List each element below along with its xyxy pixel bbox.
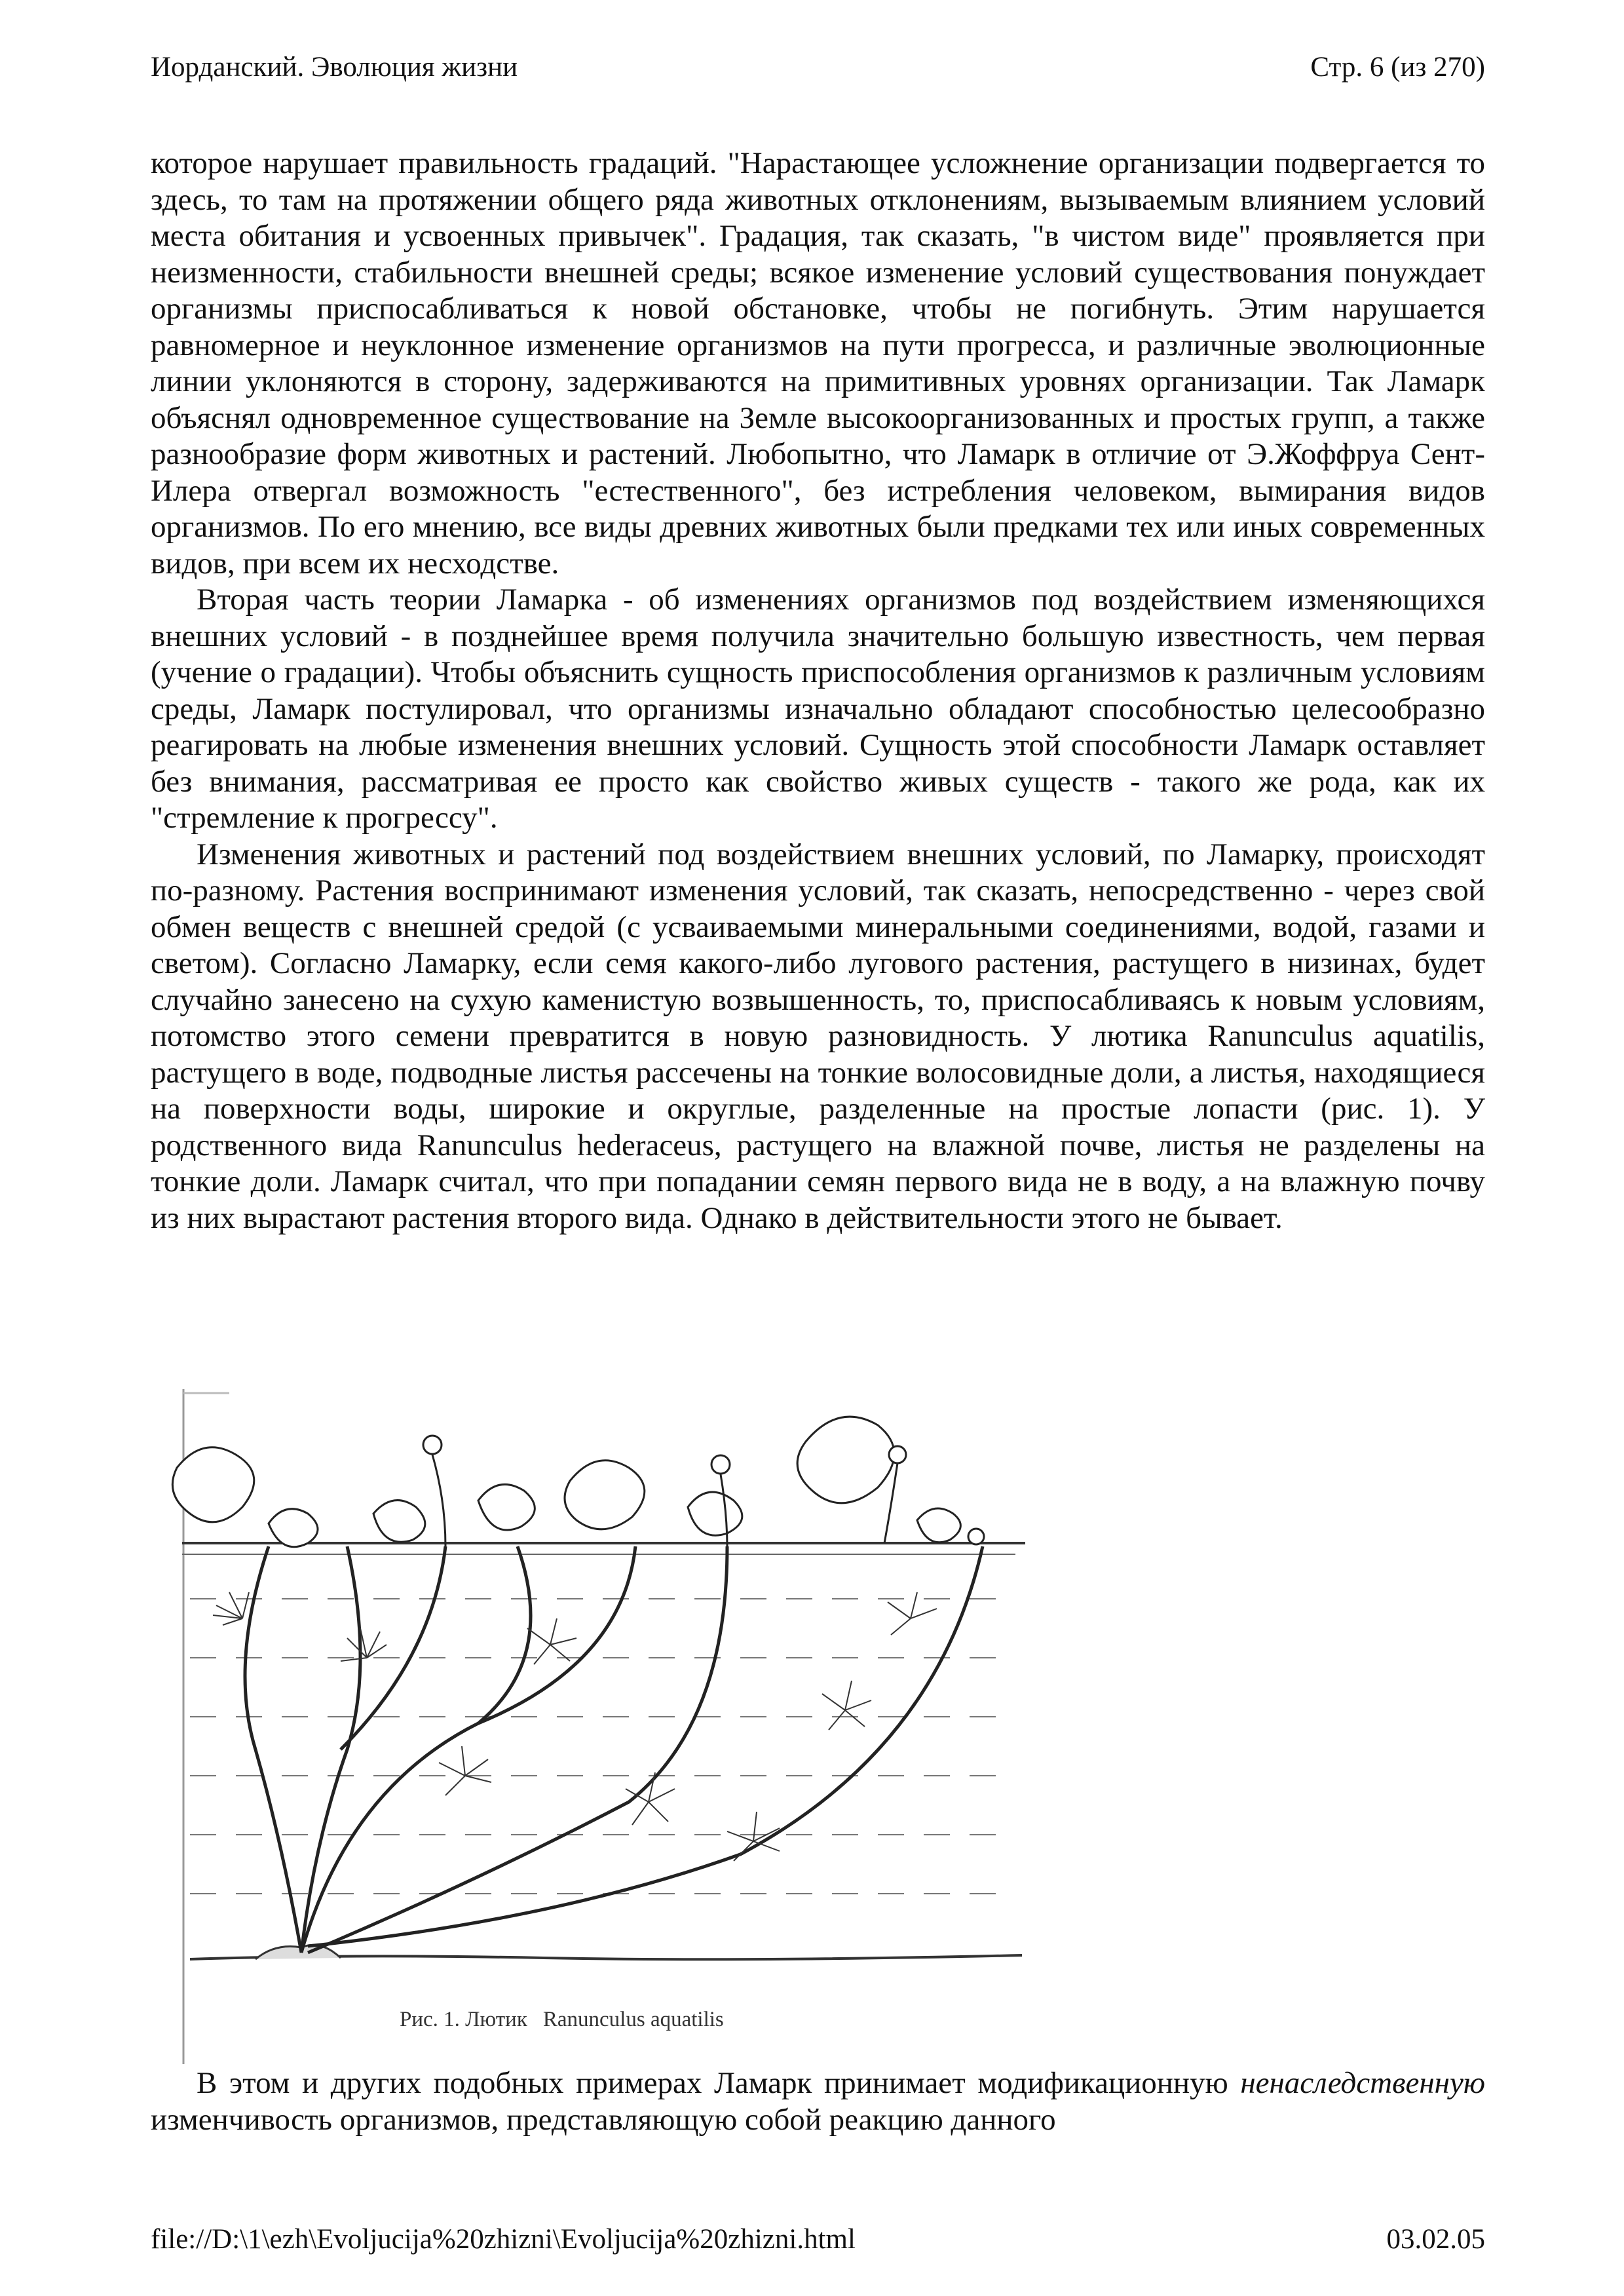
paragraph-4-emphasis: ненаследственную <box>1240 2066 1485 2100</box>
page-header <box>151 51 1485 90</box>
document-title: Иорданский. Эволюция жизни <box>151 52 518 83</box>
print-date: 03.02.05 <box>1386 2224 1485 2255</box>
body-text <box>151 145 1485 1236</box>
page-footer <box>151 2223 1485 2263</box>
paragraph-4-rest: изменчивость организмов, представляющую собой реакцию данного <box>151 2102 1056 2137</box>
paragraph-3: Изменения животных и растений под воздействием внешних условий, по Ламарку, происходят по-разному. Растения воспринимают изменения условий, так сказать, непосредственно - через свой обмен веществ с внешней средой (с усваиваемыми минеральными соединениями, водой, газами и светом). Согласно Ламарку, если семя какого-либо лугового растения, растущего в низинах, будет случайно занесено на сухую каменистую возвышенность, то, приспосабливаясь к новым условиям, потомство этого семени превратится в новую разновидность. У лютика Ranunculus aquatilis, растущего в воде, подводные листья рассечены на тонкие волосовидные доли, а листья, находящиеся на поверхности воды, широкие и округлые, разделенные на простые лопасти (рис. 1). У родственного вида Ranunculus hederaceus, растущего на влажной почве, листья не разделены на тонкие доли. Ламарк считал, что при попадании семян первого вида не в воду, а на влажную почву из них вырастают растения второго вида. Однако в действительности этого не бывает. <box>151 837 1485 1235</box>
page-number: Стр. 6 (из 270) <box>1310 52 1485 83</box>
file-path: file://D:\1\ezh\Evoljucija%20zhizni\Evoljucija%20zhizni.html <box>151 2224 856 2255</box>
paragraph-1: которое нарушает правильность градаций. "Нарастающее усложнение организации подвергается то здесь, то там на протяжении общего ряда животных отклонениям, вызываемым влиянием условий места обитания и усвоенных привычек". Градация, так сказать, "в чистом виде" проявляется при неизменности, стабильности внешней среды; всякое изменение условий существования понуждает организмы приспосабливаться к новой обстановке, чтобы не погибнуть. Этим нарушается равномерное и неуклонное изменение организмов на пути прогресса, и различные эволюционные линии уклоняются в сторону, задерживаются на примитивных уровнях организации. Так Ламарк объяснял одновременное существование на Земле высокоорганизованных и простых групп, а также разнообразие форм животных и растений. Любопытно, что Ламарк в отличие от Э.Жоффруа Сент-Илера отвергал возможность "естественного", без истребления человеком, вымирания видов организмов. По его мнению, все виды древних животных были предками тех или иных современных видов, при всем их несходстве. <box>151 146 1485 581</box>
caption-label: Рис. 1. Лютик <box>400 2008 527 2031</box>
figure-ranunculus <box>151 1383 1068 2064</box>
caption-latin: Ranunculus aquatilis <box>542 2008 724 2031</box>
paragraph-4-start: В этом и других подобных примерах Ламарк принимает модификационную <box>197 2066 1228 2100</box>
ranunculus-illustration <box>151 1383 1068 2064</box>
paragraph-2: Вторая часть теории Ламарка - об изменениях организмов под воздействием изменяющихся внешних условий - в позднейшее время получила значительно большую известность, чем первая (учение о градации). Чтобы объяснить сущность приспособления организмов к различным условиям среды, Ламарк постулировал, что организмы изначально обладают способностью целесообразно реагировать на любые изменения внешних условий. Сущность этой способности Ламарк оставляет без внимания, рассматривая ее просто как свойство живых существ - такого же рода, как их "стремление к прогрессу". <box>151 583 1485 835</box>
tail-text <box>151 2065 1485 2138</box>
figure-caption <box>400 2008 724 2032</box>
paragraph-4 <box>151 2065 1485 2138</box>
